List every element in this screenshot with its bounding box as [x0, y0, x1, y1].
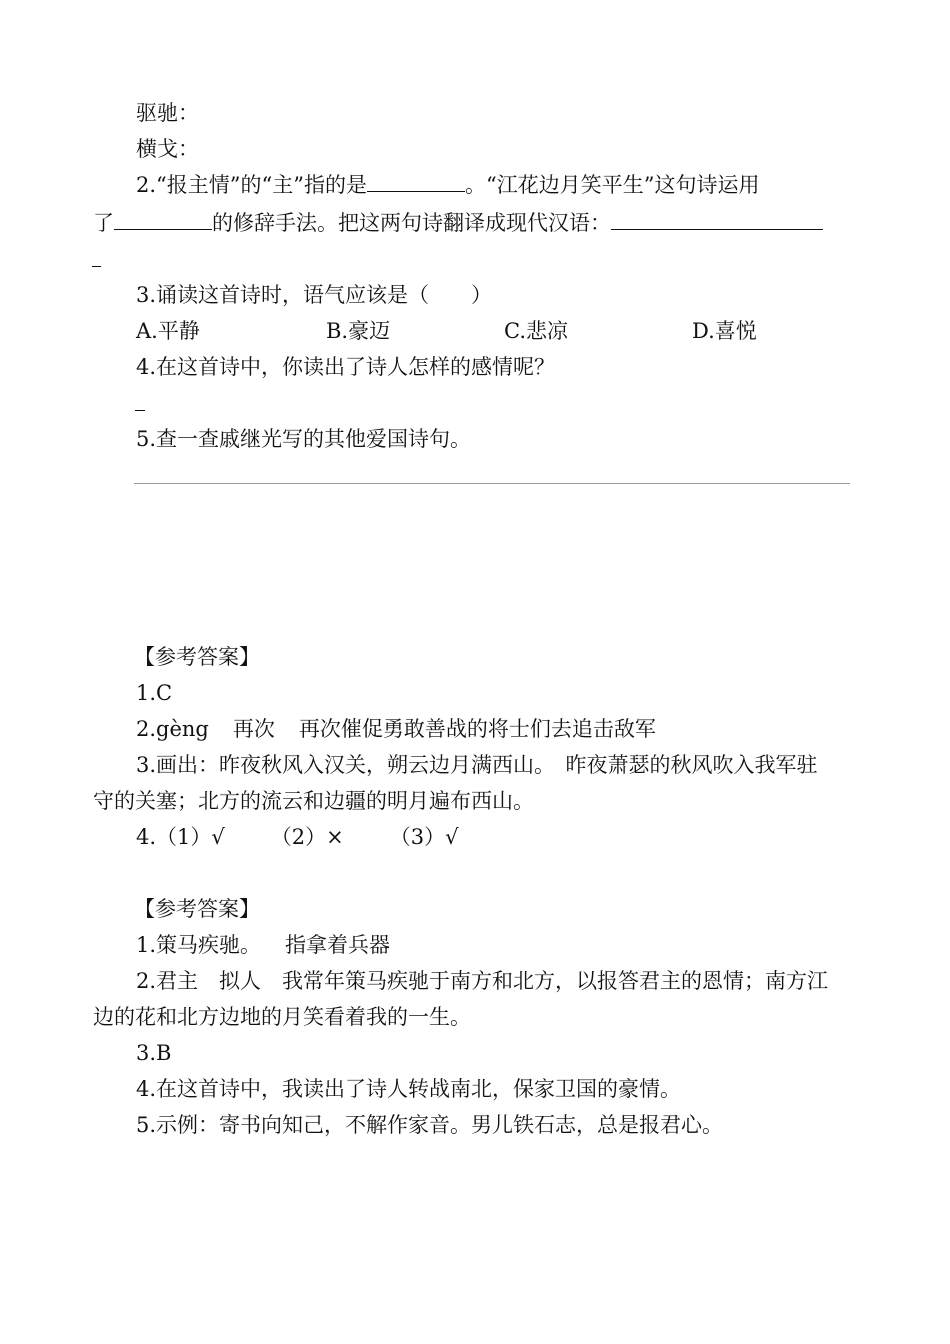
question-2-line2: [93, 210, 823, 236]
q3-option-b[interactable]: B.豪迈: [326, 319, 391, 343]
answer-key-1-heading: 【参考答案】: [134, 645, 260, 669]
question-3-options: [0, 318, 950, 344]
answer-1-4-part3: （3）√: [389, 825, 459, 849]
answer-2-3: 3.B: [136, 1041, 172, 1065]
answer-1-2: [136, 716, 656, 742]
answer-2-1-part1: 1.策马疾驰。: [136, 933, 262, 957]
q2-text-4: 的修辞手法。把这两句诗翻译成现代汉语：: [212, 211, 611, 235]
q3-option-c[interactable]: C.悲凉: [504, 319, 568, 343]
q2-text-1: 2.“报主情”的“主”指的是: [136, 173, 367, 197]
answer-2-1-part2: 指拿着兵器: [285, 933, 391, 957]
answer-1-1: 1.C: [136, 681, 173, 705]
answer-1-3-line2: 守的关塞；北方的流云和边疆的明月遍布西山。: [93, 789, 534, 813]
q2-blank-3[interactable]: [611, 211, 823, 230]
answer-2-5: 5.示例：寄书向知己，不解作家音。男儿铁石志，总是报君心。: [136, 1113, 724, 1137]
question-4-stem: 4.在这首诗中，你读出了诗人怎样的感情呢？: [136, 355, 556, 379]
answer-2-2-line2: 边的花和北方边地的月笑看着我的一生。: [93, 1005, 471, 1029]
q2-blank-2[interactable]: [114, 211, 212, 230]
answer-1-4: [136, 824, 459, 850]
answer-1-4-part1: 4.（1）√: [136, 825, 225, 849]
q2-answer-line-stub[interactable]: [92, 266, 101, 267]
answer-2-4: 4.在这首诗中，我读出了诗人转战南北，保家卫国的豪情。: [136, 1077, 682, 1101]
answer-2-1: [136, 932, 390, 958]
answer-2-2-line1: 2.君主 拟人 我常年策马疾驰于南方和北方，以报答君主的恩情；南方江: [136, 969, 829, 993]
question-3-stem: 3.诵读这首诗时，语气应该是（ ）: [136, 283, 493, 307]
answer-1-2-pinyin: 2.gèng: [136, 717, 209, 741]
answer-1-4-part2: （2）×: [270, 825, 344, 849]
question-2-line1: [136, 172, 759, 198]
answer-1-3-line1: 3.画出：昨夜秋风入汉关，朔云边月满西山。 昨夜萧瑟的秋风吹入我军驻: [136, 753, 818, 777]
q1-word-b: 横戈：: [136, 137, 199, 161]
answer-1-2-translation: 再次催促勇敢善战的将士们去追击敌军: [298, 717, 656, 741]
q2-text-3: 了: [93, 211, 114, 235]
question-5-stem: 5.查一查戚继光写的其他爱国诗句。: [136, 427, 472, 451]
answer-key-2-heading: 【参考答案】: [134, 897, 260, 921]
q2-text-2: 。“江花边月笑平生”这句诗运用: [464, 173, 760, 197]
q2-blank-1[interactable]: [367, 173, 465, 192]
answer-1-2-meaning: 再次: [232, 717, 275, 741]
q4-answer-line-stub[interactable]: [135, 410, 145, 411]
q3-option-d[interactable]: D.喜悦: [692, 319, 757, 343]
q1-word-a: 驱驰：: [136, 101, 199, 125]
q3-option-a[interactable]: A.平静: [136, 319, 200, 343]
q5-answer-line[interactable]: [134, 483, 850, 484]
